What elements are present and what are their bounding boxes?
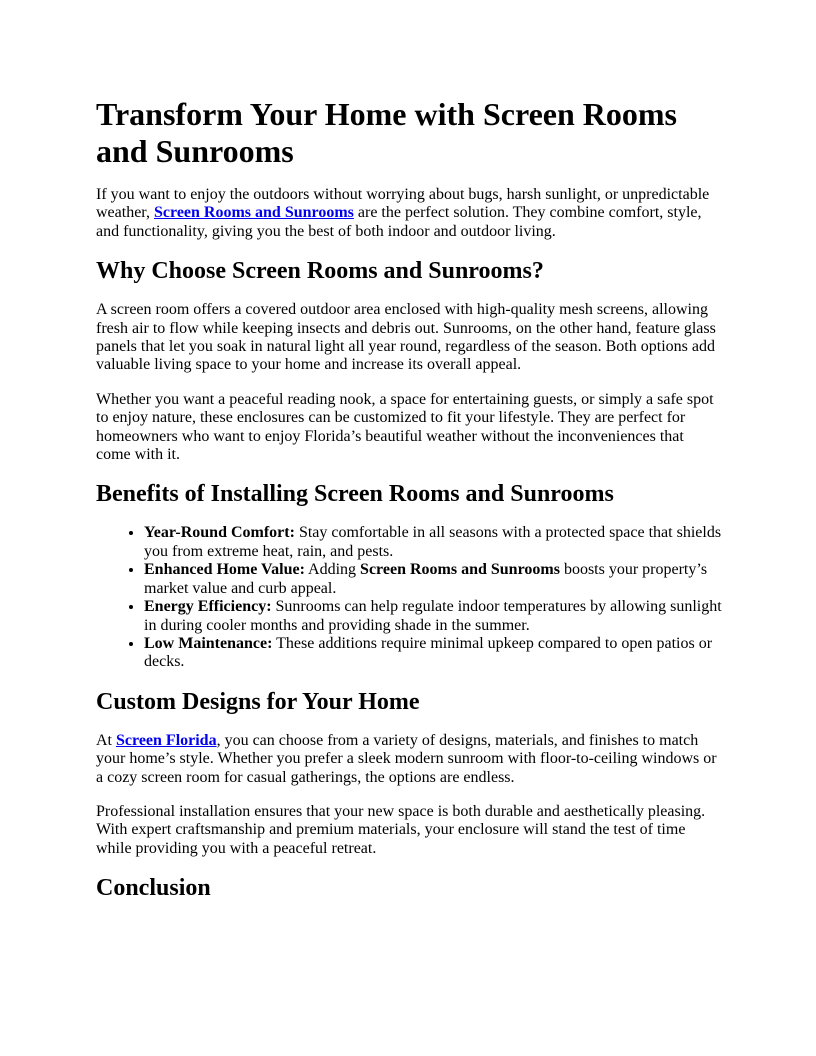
list-item [144, 635, 722, 672]
custom-text-before: At [96, 731, 116, 749]
benefit-text: Sunrooms can help regulate indoor temperatures by allowing sunlight in during cooler months and providing shade in the summer. [144, 598, 722, 634]
benefit-label: Low Maintenance: [144, 634, 273, 652]
screen-florida-link[interactable]: Screen Florida [116, 731, 217, 749]
page-title: Transform Your Home with Screen Rooms and Sunrooms [96, 96, 677, 169]
benefits-heading: Benefits of Installing Screen Rooms and Sunrooms [96, 481, 614, 508]
document-page [96, 96, 722, 918]
why-heading: Why Choose Screen Rooms and Sunrooms? [96, 258, 544, 285]
custom-paragraph-1 [96, 732, 722, 787]
benefit-label: Year-Round Comfort: [144, 524, 295, 542]
conclusion-heading: Conclusion [96, 875, 211, 902]
intro-text-after: are the perfect solution. They combine comfort, style, and functionality, giving you the best of both indoor and outdoor living. [96, 204, 702, 240]
benefit-bold-phrase: Screen Rooms and Sunrooms [360, 561, 560, 579]
why-paragraph-2: Whether you want a peaceful reading nook, a space for entertaining guests, or simply a safe spot to enjoy nature, these enclosures can be customized to fit your lifestyle. They are perfect for homeowners who want to enjoy Florida’s beautiful weather without the inconveniences that come with it. [96, 390, 714, 464]
benefit-text: boosts your property’s market value and curb appeal. [144, 561, 708, 597]
custom-text-after: , you can choose from a variety of designs, materials, and finishes to match your home’s style. Whether you prefer a sleek modern sunroom with floor-to-ceiling windows or a cozy screen room for casual gatherings, the options are endless. [96, 731, 717, 786]
screen-rooms-link[interactable]: Screen Rooms and Sunrooms [154, 204, 354, 222]
why-paragraph-1: A screen room offers a covered outdoor area enclosed with high-quality mesh screens, allowing fresh air to flow while keeping insects and debris out. Sunrooms, on the other hand, feature glass panels that let you soak in natural light all year round, regardless of the season. Both options add valuable living space to your home and increase its overall appeal. [96, 301, 716, 374]
intro-paragraph [96, 186, 722, 241]
list-item [144, 524, 722, 561]
benefit-text: Adding [304, 561, 361, 579]
list-item [144, 598, 722, 635]
benefit-text: Stay comfortable in all seasons with a protected space that shields you from extreme heat, rain, and pests. [144, 524, 722, 560]
benefits-list [96, 524, 722, 671]
custom-paragraph-2: Professional installation ensures that your new space is both durable and aesthetically pleasing. With expert craftsmanship and premium materials, your enclosure will stand the test of time while providing you with a peaceful retreat. [96, 802, 706, 857]
custom-heading: Custom Designs for Your Home [96, 688, 420, 715]
benefit-label: Energy Efficiency: [144, 598, 272, 616]
benefit-label: Enhanced Home Value: [144, 561, 305, 579]
benefit-text: These additions require minimal upkeep compared to open patios or decks. [144, 634, 713, 671]
list-item [144, 561, 722, 598]
intro-text-before: If you want to enjoy the outdoors without worrying about bugs, harsh sunlight, or unpredictable weather, [96, 186, 710, 222]
